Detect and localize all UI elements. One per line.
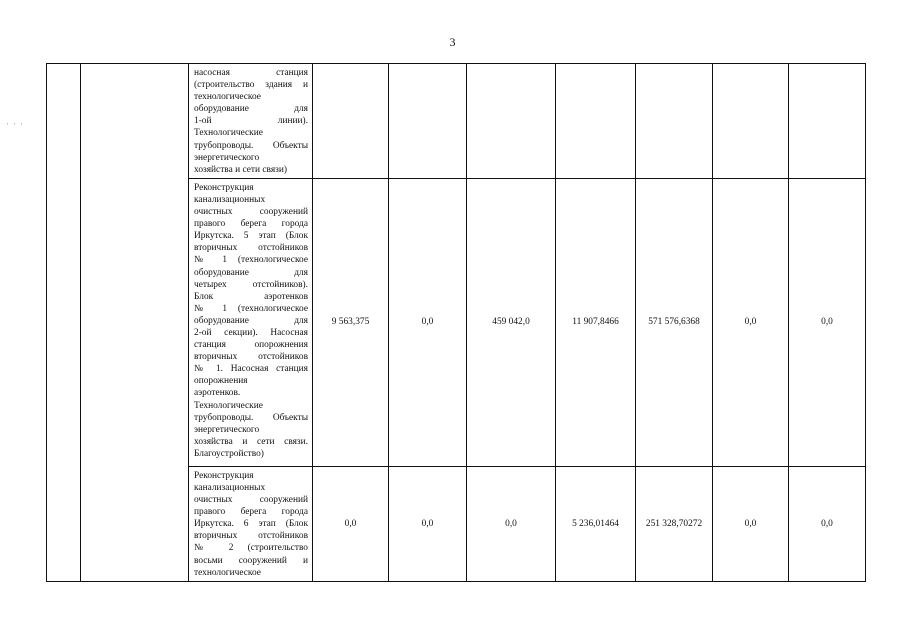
value-cell-2: 0,0 — [389, 178, 467, 466]
table-body — [47, 64, 866, 582]
value-cell-6: 0,0 — [713, 466, 789, 581]
blank-column-1 — [47, 64, 81, 582]
description-line: 2-ой секции). Насосная — [194, 327, 308, 338]
value-cell-3: 459 042,0 — [467, 178, 556, 466]
object-description-cell — [189, 64, 313, 179]
value-cell-7: 0,0 — [789, 466, 866, 581]
description-line: насосная станция — [194, 68, 308, 78]
value-cell-7 — [789, 64, 866, 179]
description-line: очистных сооружений — [194, 495, 308, 506]
value-cell-6 — [713, 64, 789, 179]
value-cell-4: 5 236,01464 — [556, 466, 636, 581]
description-line: правого берега города — [194, 507, 308, 518]
value-cell-1 — [313, 64, 389, 179]
description-line: хозяйства и сети связи. — [194, 436, 308, 447]
description-line: канализационных — [194, 194, 266, 205]
description-line: 1-ой линии). — [194, 116, 308, 127]
description-line: Реконструкция — [194, 470, 254, 481]
description-line: трубопроводы. Объекты — [194, 412, 308, 423]
blank-column-2 — [81, 64, 189, 582]
value-cell-4 — [556, 64, 636, 179]
description-line: технологическое — [194, 92, 261, 103]
description-line: № 1 (технологическое — [194, 303, 308, 314]
description-line: оборудование для — [194, 315, 308, 326]
value-cell-1: 9 563,375 — [313, 178, 389, 466]
value-cell-3: 0,0 — [467, 466, 556, 581]
value-cell-3 — [467, 64, 556, 179]
description-line: Благоустройство) — [194, 448, 264, 459]
description-line: трубопроводы. Объекты — [194, 140, 308, 151]
object-description-cell — [189, 178, 313, 466]
value-cell-1: 0,0 — [313, 466, 389, 581]
description-line: оборудование для — [194, 267, 308, 278]
description-line: Блок аэротенков — [194, 291, 308, 302]
value-cell-5: 251 328,70272 — [636, 466, 713, 581]
description-line: Реконструкция — [194, 182, 254, 193]
description-line: станция опорожнения — [194, 340, 308, 351]
budget-table — [46, 63, 866, 582]
description-line: вторичных отстойников — [194, 531, 308, 542]
description-line: восьми сооружений и — [194, 555, 308, 566]
table-row — [47, 64, 866, 179]
description-line: правого берега города — [194, 219, 308, 230]
value-cell-2 — [389, 64, 467, 179]
description-line: опорожнения — [194, 376, 248, 387]
description-line: технологическое — [194, 567, 261, 578]
description-line: Технологические — [194, 400, 263, 411]
description-line: вторичных отстойников — [194, 352, 308, 363]
value-cell-4: 11 907,8466 — [556, 178, 636, 466]
description-line: энергетического — [194, 152, 260, 163]
description-line: Иркутска. 6 этап (Блок — [194, 519, 308, 530]
description-line: оборудование для — [194, 104, 308, 115]
value-cell-6: 0,0 — [713, 178, 789, 466]
value-cell-5: 571 576,6368 — [636, 178, 713, 466]
description-line: № 2 (строительство — [194, 543, 308, 554]
description-line: Иркутска. 5 этап (Блок — [194, 231, 308, 242]
scan-artifact-marks: ' ' ' — [7, 122, 25, 130]
description-line: энергетического — [194, 424, 260, 435]
description-line: вторичных отстойников — [194, 243, 308, 254]
description-line: четырех отстойников). — [194, 279, 308, 290]
description-line: очистных сооружений — [194, 207, 308, 218]
description-line: № 1. Насосная станция — [194, 364, 308, 375]
value-cell-2: 0,0 — [389, 466, 467, 581]
description-line: хозяйства и сети связи) — [194, 164, 287, 175]
page-number: 3 — [449, 35, 456, 49]
description-line: аэротенков. — [194, 388, 241, 399]
description-line: № 1 (технологическое — [194, 255, 308, 266]
description-line: (строительство здания и — [194, 80, 308, 91]
description-line: Технологические — [194, 128, 263, 139]
description-line: канализационных — [194, 482, 266, 493]
value-cell-7: 0,0 — [789, 178, 866, 466]
object-description-cell — [189, 466, 313, 581]
value-cell-5 — [636, 64, 713, 179]
